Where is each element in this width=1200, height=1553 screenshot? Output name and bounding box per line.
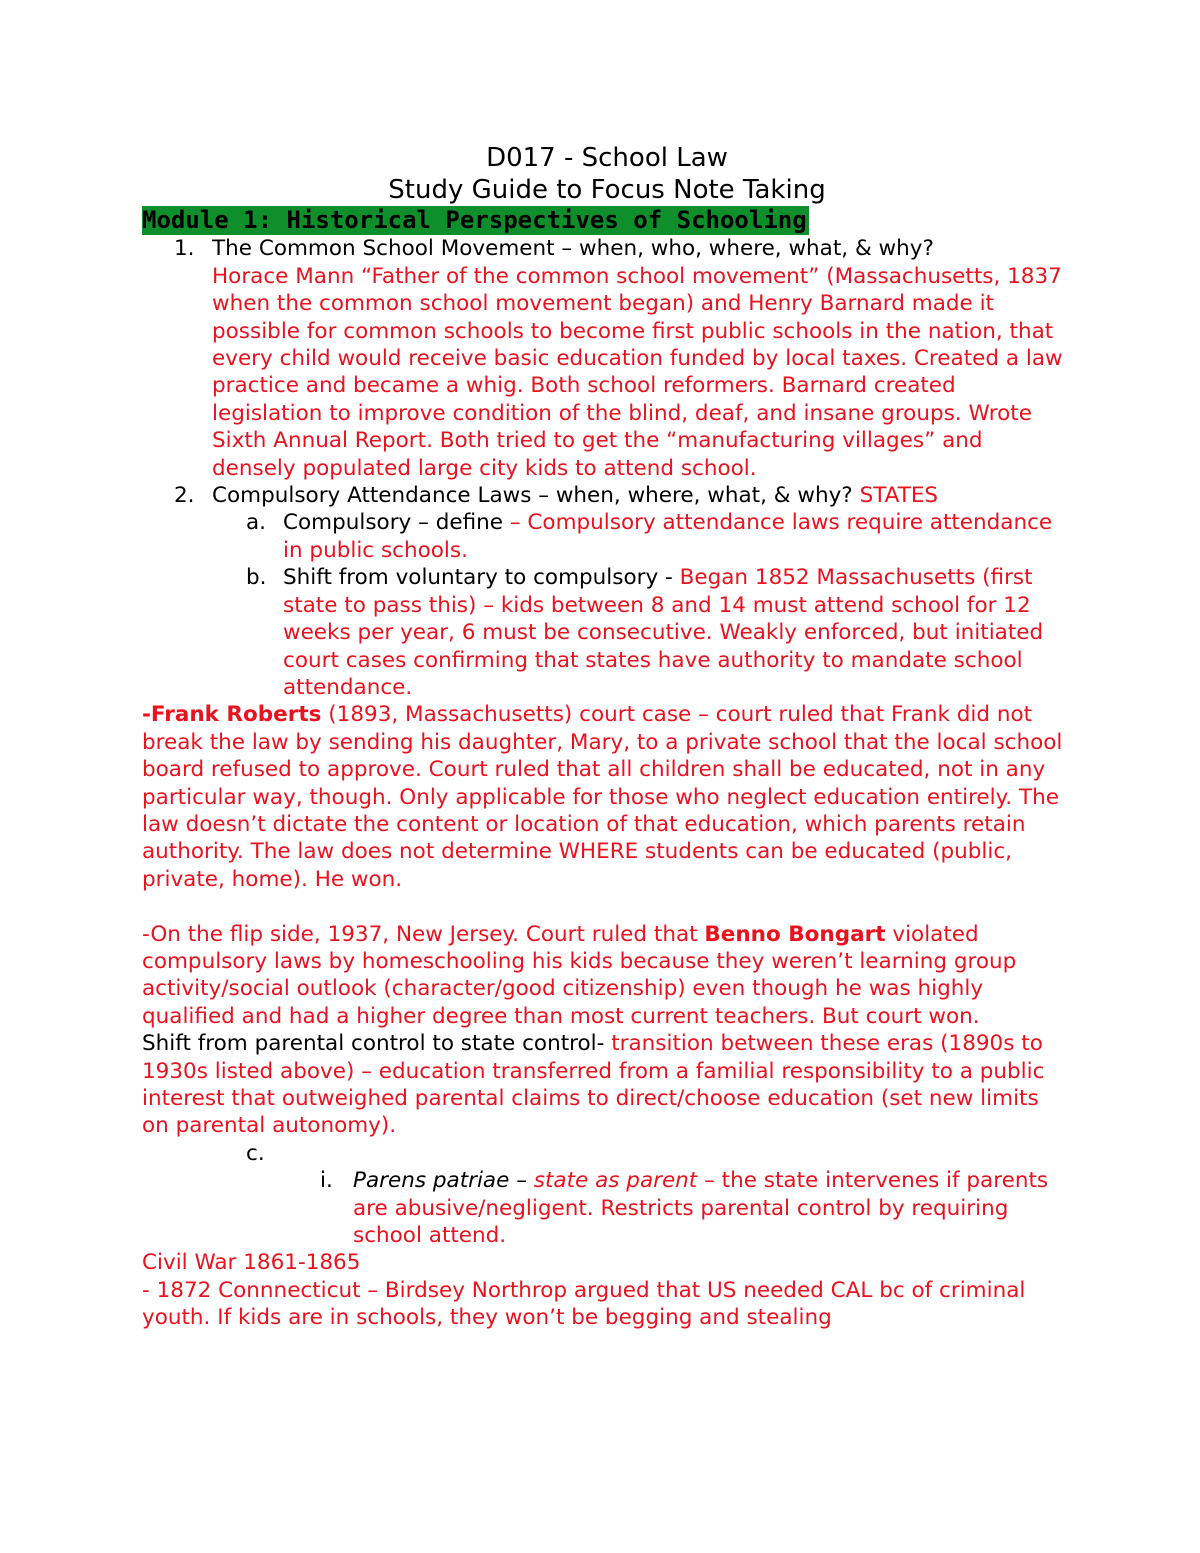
shift-paragraph <box>142 1030 1072 1140</box>
list-item-2b <box>142 564 1072 701</box>
bongart-paragraph <box>142 921 1072 1031</box>
document-subtitle: Study Guide to Focus Note Taking <box>388 175 826 205</box>
item-prompt: Shift from voluntary to compulsory - <box>283 565 673 591</box>
term-text: – the state intervenes if parents are abusive/negligent. Restricts parental control by requiring school attend. <box>353 1168 1049 1249</box>
roberts-paragraph <box>142 701 1072 893</box>
item-prompt: Compulsory Attendance Laws – when, where, what, & why? <box>212 483 853 509</box>
module-heading: Module 1: Historical Perspectives of Schooling <box>142 206 807 234</box>
list-letter: b. <box>246 565 267 591</box>
item-answer: STATES <box>859 483 939 509</box>
northrop-paragraph: - 1872 Connnecticut – Birdsey Northrop argued that US needed CAL bc of criminal youth. If kids are in schools, they won’t be begging and stealing <box>142 1277 1026 1331</box>
case-intro: -On the flip side, 1937, New Jersey. Court ruled that <box>142 921 698 947</box>
case-text: violated compulsory laws by homeschooling his kids because they weren’t learning group activity/social outlook (character/good citizenship) even though he was highly qualified and had a higher degree than most current teachers. But court won. <box>142 921 1017 1029</box>
item-answer: – Compulsory attendance laws require attendance in public schools. <box>283 510 1053 563</box>
list-item-c-i <box>142 1167 1072 1249</box>
list-number: 1. <box>174 236 195 262</box>
list-letter: a. <box>246 510 267 536</box>
list-item-1 <box>142 235 1072 482</box>
term-dash: – <box>516 1168 527 1194</box>
case-name: -Frank Roberts <box>142 702 322 728</box>
case-text: (1893, Massachusetts) court case – court ruled that Frank did not break the law by sending his daughter, Mary, to a private school that the local school board refused to approve. Court ruled that all children shall be educated, not in any particular way, though. Only applicable for those who neglect education entirely. The law doesn’t dictate the content or location of that education, which parents retain authority. The law does not determine WHERE students can be educated (public, private, home). He won. <box>142 702 1063 892</box>
list-item-2a <box>142 509 1072 564</box>
shift-text: transition between these eras (1890s to 1930s listed above) – education transferred from a familial responsibility to a public interest that outweighed parental claims to direct/choose education (set new limits on parental autonomy). <box>142 1031 1045 1139</box>
module-heading-row <box>142 206 1072 235</box>
document-title: D017 - School Law <box>486 143 728 173</box>
term-meaning: state as parent <box>533 1168 698 1194</box>
list-number: 2. <box>174 483 195 509</box>
case-name: Benno Bongart <box>704 921 886 947</box>
item-prompt: The Common School Movement – when, who, where, what, & why? <box>212 236 934 262</box>
term: Parens patriae <box>353 1168 510 1194</box>
list-item-c: c. <box>246 1140 265 1166</box>
civil-war-line: Civil War 1861-1865 <box>142 1250 361 1276</box>
shift-label: Shift from parental control to state control- <box>142 1031 605 1057</box>
list-roman: i. <box>320 1168 333 1194</box>
list-item-2 <box>142 482 1072 509</box>
item-answer: Horace Mann “Father of the common school movement” (Massachusetts, 1837 when the common school movement began) and Henry Barnard made it possible for common schools to become first public schools in the nation, that every child would receive basic education funded by local taxes. Created a law practice and became a whig. Both school reformers. Barnard created legislation to improve condition of the blind, deaf, and insane groups. Wrote Sixth Annual Report. Both tried to get the “manufacturing villages” and densely populated large city kids to attend school. <box>212 263 1063 481</box>
item-answer: Began 1852 Massachusetts (first state to pass this) – kids between 8 and 14 must attend school for 12 weeks per year, 6 must be consecutive. Weakly enforced, but initiated court cases confirming that states have authority to mandate school attendance. <box>283 565 1044 700</box>
item-prompt: Compulsory – define <box>283 510 503 536</box>
blank-line <box>142 893 1072 920</box>
document-body <box>142 142 1072 1332</box>
